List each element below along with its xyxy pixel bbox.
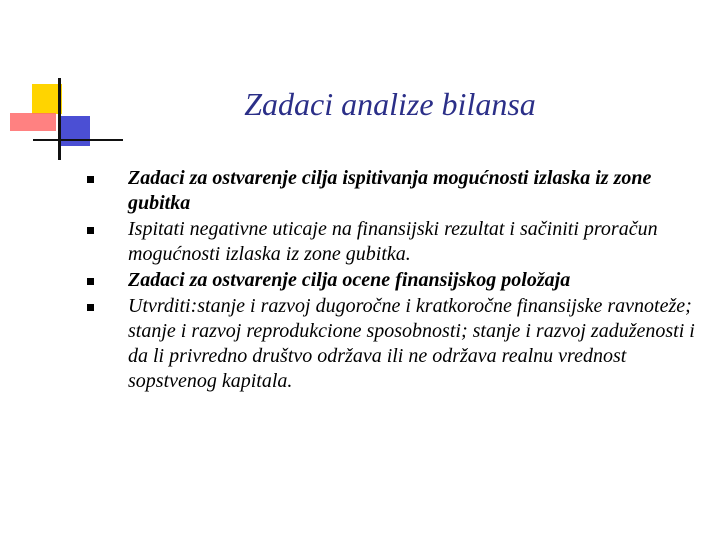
bullet-text: Utvrditi:stanje i razvoj dugoročne i kratkoročne finansijske ravnoteže; stanje i razvoj reprodukcione sposobnosti; stanje i razvoj zaduženosti i da li privredno društvo održava ili ne održava realnu vrednost sopstvenog kapitala. [128, 295, 695, 392]
bullet-item [84, 268, 714, 293]
bullet-list [84, 166, 714, 395]
bullet-square-icon [87, 304, 94, 311]
bullet-square-icon [87, 176, 94, 183]
logo-red-square [10, 113, 56, 131]
bullet-square-icon [87, 227, 94, 234]
bullet-text: Ispitati negativne uticaje na finansijski rezultat i sačiniti proračun mogućnosti izlaska iz zone gubitka. [128, 218, 658, 265]
logo-vertical-line [58, 78, 61, 160]
logo-horizontal-line [33, 139, 123, 141]
bullet-text: Zadaci za ostvarenje cilja ispitivanja mogućnosti izlaska iz zone gubitka [128, 167, 652, 214]
logo-blue-square [60, 116, 90, 146]
decorative-logo [0, 0, 120, 170]
bullet-square-icon [87, 278, 94, 285]
bullet-item [84, 217, 714, 267]
bullet-item [84, 294, 714, 394]
bullet-item [84, 166, 714, 216]
slide-title: Zadaci analize bilansa [244, 86, 536, 122]
bullet-text: Zadaci za ostvarenje cilja ocene finansijskog položaja [128, 269, 571, 291]
